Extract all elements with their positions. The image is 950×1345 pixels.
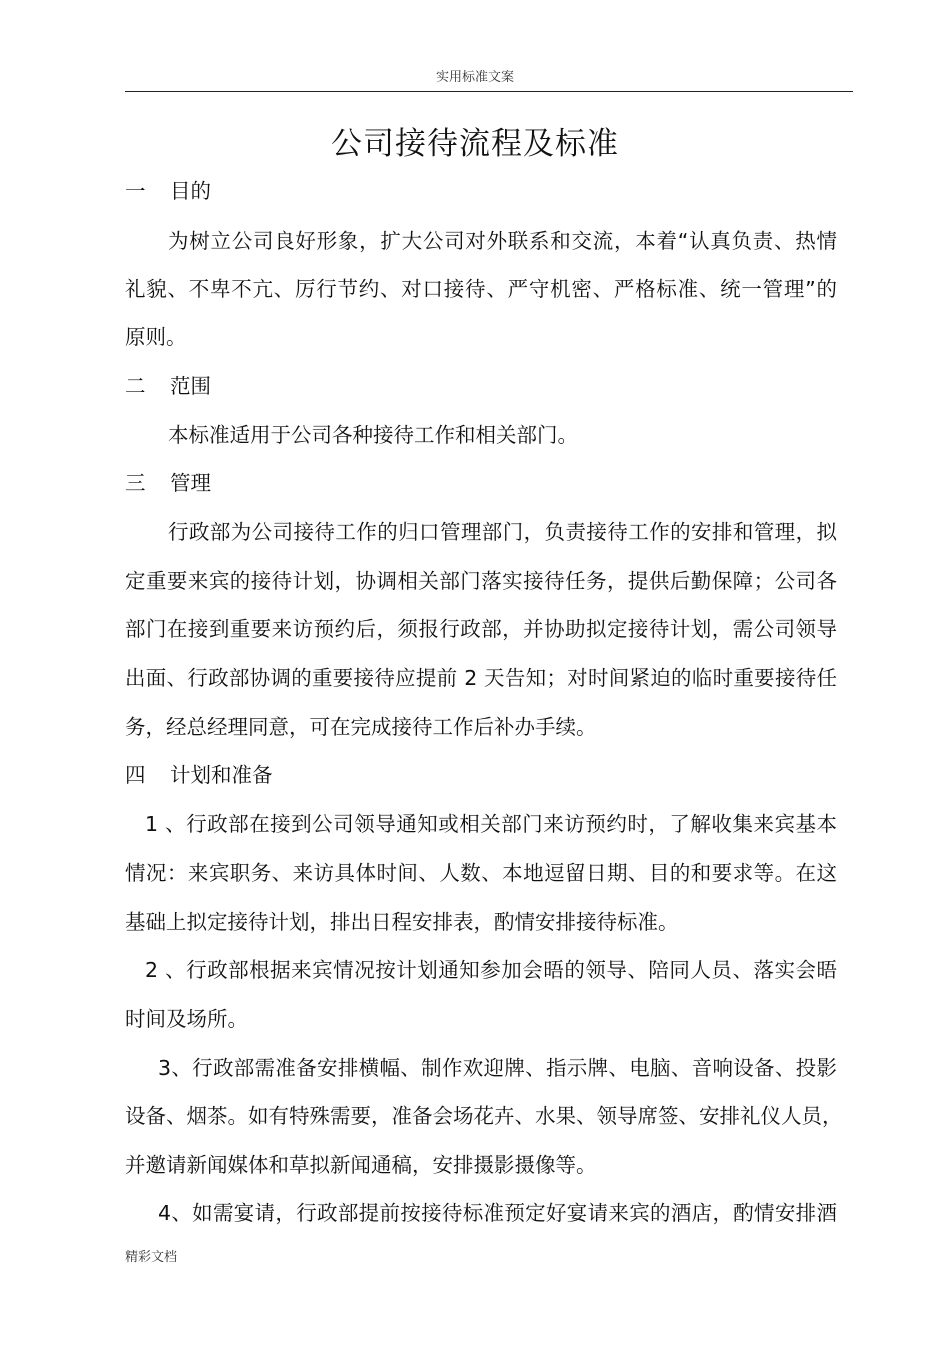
list-item-line: 设备、烟茶。如有特殊需要，准备会场花卉、水果、领导席签、安排礼仪人员， (125, 1104, 843, 1128)
section-number: 二 (125, 374, 146, 398)
list-item-line: 时间及场所。 (125, 1007, 248, 1031)
list-item-line: 1 、行政部在接到公司领导通知或相关部门来访预约时，了解收集来宾基本 (145, 812, 837, 836)
list-item-line: 4、如需宴请，行政部提前按接待标准预定好宴请来宾的酒店，酌情安排酒 (158, 1201, 837, 1225)
paragraph-line: 定重要来宾的接待计划，协调相关部门落实接待任务，提供后勤保障；公司各 (125, 569, 837, 593)
header-rule (125, 91, 853, 92)
section-title: 计划和准备 (170, 763, 273, 787)
document-title: 公司接待流程及标准 (331, 126, 619, 162)
list-item-line: 2 、行政部根据来宾情况按计划通知参加会晤的领导、陪同人员、落实会晤 (145, 958, 837, 982)
page-header: 实用标准文案 (435, 70, 514, 85)
list-item-line: 3、行政部需准备安排横幅、制作欢迎牌、指示牌、电脑、音响设备、投影 (158, 1056, 837, 1080)
paragraph-line: 本标准适用于公司各种接待工作和相关部门。 (168, 423, 578, 447)
paragraph-line: 出面、行政部协调的重要接待应提前 2 天告知；对时间紧迫的临时重要接待任 (125, 666, 837, 690)
paragraph-line: 原则。 (125, 325, 187, 349)
paragraph-line: 务，经总经理同意，可在完成接待工作后补办手续。 (125, 715, 597, 739)
paragraph-line: 行政部为公司接待工作的归口管理部门，负责接待工作的安排和管理，拟 (168, 520, 837, 544)
section-number: 三 (125, 471, 146, 495)
section-title: 目的 (170, 179, 211, 203)
section-title: 范围 (170, 374, 211, 398)
section-number: 一 (125, 179, 146, 203)
section-heading-management (125, 466, 211, 496)
section-heading-purpose (125, 174, 211, 204)
page-footer: 精彩文档 (125, 1250, 178, 1265)
section-number: 四 (125, 763, 146, 787)
section-heading-scope (125, 369, 211, 399)
section-title: 管理 (170, 471, 211, 495)
paragraph-line: 为树立公司良好形象，扩大公司对外联系和交流，本着“认真负责、热情 (168, 229, 837, 253)
list-item-line: 情况：来宾职务、来访具体时间、人数、本地逗留日期、目的和要求等。在这 (125, 861, 837, 885)
paragraph-line: 部门在接到重要来访预约后，须报行政部，并协助拟定接待计划，需公司领导 (125, 617, 837, 641)
section-heading-planning (125, 758, 273, 788)
list-item-line: 并邀请新闻媒体和草拟新闻通稿，安排摄影摄像等。 (125, 1153, 597, 1177)
list-item-line: 基础上拟定接待计划，排出日程安排表，酌情安排接待标准。 (125, 910, 679, 934)
paragraph-line: 礼貌、不卑不亢、厉行节约、对口接待、严守机密、严格标准、统一管理”的 (125, 277, 837, 301)
